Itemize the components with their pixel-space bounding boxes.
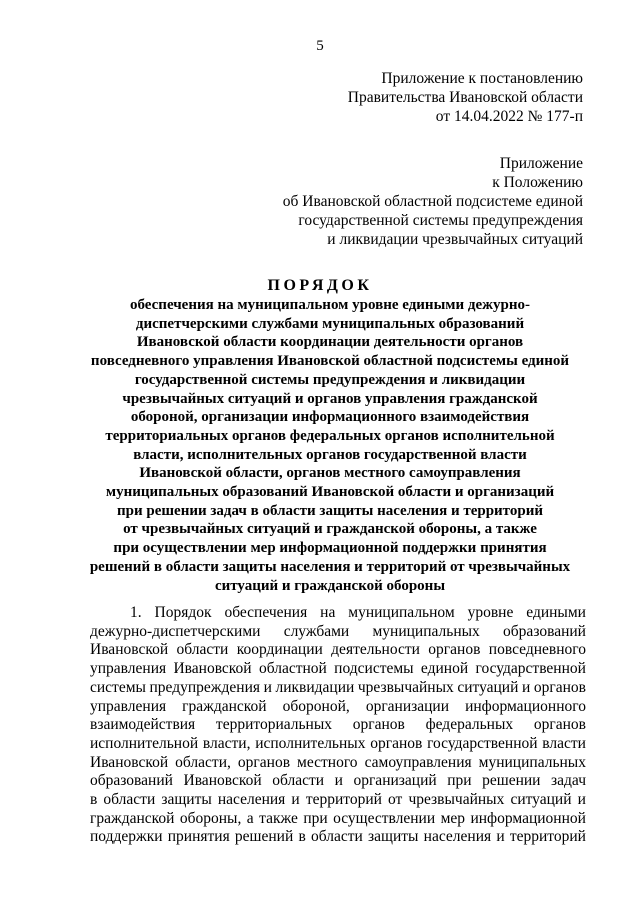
paragraph-word: и <box>263 678 272 696</box>
paragraph-word: власти <box>542 734 586 752</box>
paragraph-word: образований <box>503 622 586 640</box>
paragraph-word: информационной <box>470 809 586 827</box>
paragraph-word: на <box>320 604 336 621</box>
appendix-line: Правительства Ивановской области <box>347 89 583 106</box>
subtitle-line: Ивановской области, органов местного самоуправления <box>139 465 521 482</box>
paragraph-word: Ивановской <box>173 660 252 678</box>
paragraph-word: поддержки <box>90 828 163 846</box>
paragraph-word: уровне <box>467 604 514 621</box>
subtitle-line: ситуаций и гражданской обороны <box>214 577 446 594</box>
paragraph-word: населения <box>217 791 286 809</box>
paragraph-word: населения <box>423 828 492 846</box>
paragraph-word: службами <box>283 622 350 640</box>
paragraph-word: местного <box>297 753 358 771</box>
paragraph-word: а <box>246 809 254 827</box>
paragraph-word: и <box>334 772 343 790</box>
paragraph-line <box>90 623 586 642</box>
paragraph-word: дежурно-диспетчерскими <box>90 622 261 640</box>
paragraph-word: системы <box>90 678 146 696</box>
paragraph-word: Порядок <box>154 604 212 621</box>
paragraph-line <box>90 716 586 735</box>
paragraph-line <box>90 604 586 623</box>
paragraph-word: деятельности <box>331 641 420 659</box>
paragraph-word: 1. <box>130 604 142 621</box>
paragraph-word: в <box>298 828 306 846</box>
appendix-line: и ликвидации чрезвычайных ситуаций <box>327 231 583 248</box>
paragraph-word: образований <box>90 772 173 790</box>
paragraph-word: и <box>577 791 586 809</box>
paragraph-word: органов <box>237 753 291 771</box>
paragraph-word: исполнительной <box>90 734 199 752</box>
subtitle-line: обеспечения на муниципальном уровне едиными дежурно- <box>130 297 530 313</box>
subtitle-line: при решении задач в области защиты населения и территорий <box>117 502 543 519</box>
subtitle-line: обороной, организации информационного взаимодействия <box>130 409 530 426</box>
subtitle-line: Ивановской области координации деятельности органов <box>136 334 524 351</box>
paragraph-word: органов <box>428 641 481 659</box>
paragraph-word: информационного <box>465 697 586 715</box>
paragraph-word: власти, <box>202 734 251 752</box>
paragraph-word: повседневного <box>488 641 586 659</box>
paragraph-word: решений <box>234 828 294 846</box>
paragraph-word: взаимодействия <box>90 716 196 734</box>
paragraph-word: органов <box>533 716 586 734</box>
paragraph-word: единой <box>420 660 469 678</box>
paragraph-word: территориальных <box>215 716 333 734</box>
paragraph-word: чрезвычайных <box>408 791 505 809</box>
paragraph-line <box>90 735 586 754</box>
paragraph-word: также <box>259 809 298 827</box>
paragraph-word: организации <box>365 697 450 715</box>
paragraph-word: Ивановской <box>90 753 169 771</box>
paragraph-word: осуществлении <box>333 809 436 827</box>
paragraph-word: в <box>90 791 98 809</box>
paragraph-line <box>90 660 586 679</box>
paragraph-word: органов <box>352 716 405 734</box>
subtitle-line: власти, исполнительных органов государственной власти <box>133 446 527 463</box>
paragraph-word: ликвидации <box>275 678 355 696</box>
paragraph-word: защиты <box>368 828 419 846</box>
paragraph-line <box>90 754 586 773</box>
paragraph-word: муниципальных <box>478 753 586 771</box>
document-subtitle <box>70 296 590 595</box>
paragraph-word: ситуаций <box>457 678 519 696</box>
paragraph-word: самоуправления <box>364 753 472 771</box>
paragraph-word: федеральных <box>425 716 514 734</box>
paragraph-word: и <box>521 678 531 696</box>
paragraph-line <box>90 772 586 791</box>
paragraph-word: области, <box>175 753 231 771</box>
paragraph-word: обеспечения <box>224 604 308 621</box>
appendix-regulation-header <box>283 154 583 249</box>
paragraph-word: защиты <box>161 791 212 809</box>
paragraph-line <box>90 698 586 717</box>
paragraph-word: ситуаций <box>510 791 572 809</box>
subtitle-line: территориальных органов федеральных органов исполнительной <box>105 427 555 444</box>
subtitle-line: муниципальных образований Ивановской области и организаций <box>105 484 555 501</box>
paragraph-word: муниципальных <box>372 622 480 640</box>
paragraph-word: области <box>272 772 325 790</box>
paragraph-word: от <box>388 791 403 809</box>
subtitle-line: решений в области защиты населения и территорий от чрезвычайных <box>89 558 571 575</box>
paragraph-word: области <box>311 828 363 846</box>
paragraph-word: при <box>447 772 472 790</box>
paragraph-word: и <box>496 828 505 846</box>
subtitle-line: чрезвычайных ситуаций и органов управления гражданской <box>122 390 538 407</box>
paragraph-word: государственной <box>427 734 538 752</box>
appendix-line: от 14.04.2022 № 177-п <box>435 108 583 125</box>
appendix-line: Приложение <box>499 155 583 172</box>
paragraph-line <box>90 791 586 810</box>
paragraph-word: обороны, <box>179 809 242 827</box>
paragraph-word: решении <box>482 772 541 790</box>
paragraph-1 <box>90 604 586 847</box>
subtitle-line: повседневного управления Ивановской областной подсистемы единой <box>90 353 570 370</box>
paragraph-word: территорий <box>305 791 382 809</box>
paragraph-word: и <box>291 791 300 809</box>
paragraph-word: управления <box>90 697 167 715</box>
paragraph-line <box>90 641 586 660</box>
appendix-line: к Положению <box>492 174 583 191</box>
paragraph-word: при <box>303 809 328 827</box>
paragraph-line <box>90 810 586 829</box>
subtitle-line: при осуществлении мер информационной поддержки принятия <box>113 540 547 557</box>
subtitle-line: диспетчерскими службами муниципальных образований <box>135 315 525 332</box>
paragraph-word: управления <box>90 660 167 678</box>
paragraph-word: мер <box>440 809 466 827</box>
appendix-line: Приложение к постановлению <box>381 70 583 87</box>
paragraph-word: территорий <box>509 828 586 846</box>
paragraph-word: муниципальном <box>348 604 455 621</box>
paragraph-word: обороной, <box>282 697 350 715</box>
paragraph-word: органов <box>533 678 586 696</box>
paragraph-word: гражданской <box>90 809 175 827</box>
paragraph-word: едиными <box>526 604 586 621</box>
paragraph-word: предупреждения <box>149 678 260 696</box>
paragraph-word: государственной <box>475 660 586 678</box>
paragraph-word: организаций <box>353 772 437 790</box>
subtitle-line: государственной системы предупреждения и ликвидации <box>134 371 526 388</box>
paragraph-word: Ивановской <box>90 641 169 659</box>
paragraph-line <box>90 679 586 698</box>
appendix-resolution-header <box>348 69 583 126</box>
paragraph-word: подсистемы <box>334 660 414 678</box>
appendix-line: государственной системы предупреждения <box>298 212 583 229</box>
paragraph-word: областной <box>258 660 327 678</box>
paragraph-word: принятия <box>167 828 230 846</box>
subtitle-line: от чрезвычайных ситуаций и гражданской обороны, а также <box>123 521 537 538</box>
paragraph-word: координации <box>236 641 323 659</box>
paragraph-word: задач <box>551 772 586 790</box>
paragraph-word: области <box>103 791 156 809</box>
paragraph-word: исполнительных <box>255 734 366 752</box>
paragraph-word: области <box>176 641 229 659</box>
paragraph-word: чрезвычайных <box>357 678 454 696</box>
document-title: ПОРЯДОК <box>267 277 373 294</box>
appendix-line: об Ивановской областной подсистеме единой <box>282 193 583 210</box>
paragraph-word: гражданской <box>182 697 267 715</box>
paragraph-word: органов <box>370 734 423 752</box>
paragraph-line <box>90 828 586 847</box>
paragraph-word: Ивановской <box>183 772 262 790</box>
page-number: 5 <box>316 38 324 54</box>
